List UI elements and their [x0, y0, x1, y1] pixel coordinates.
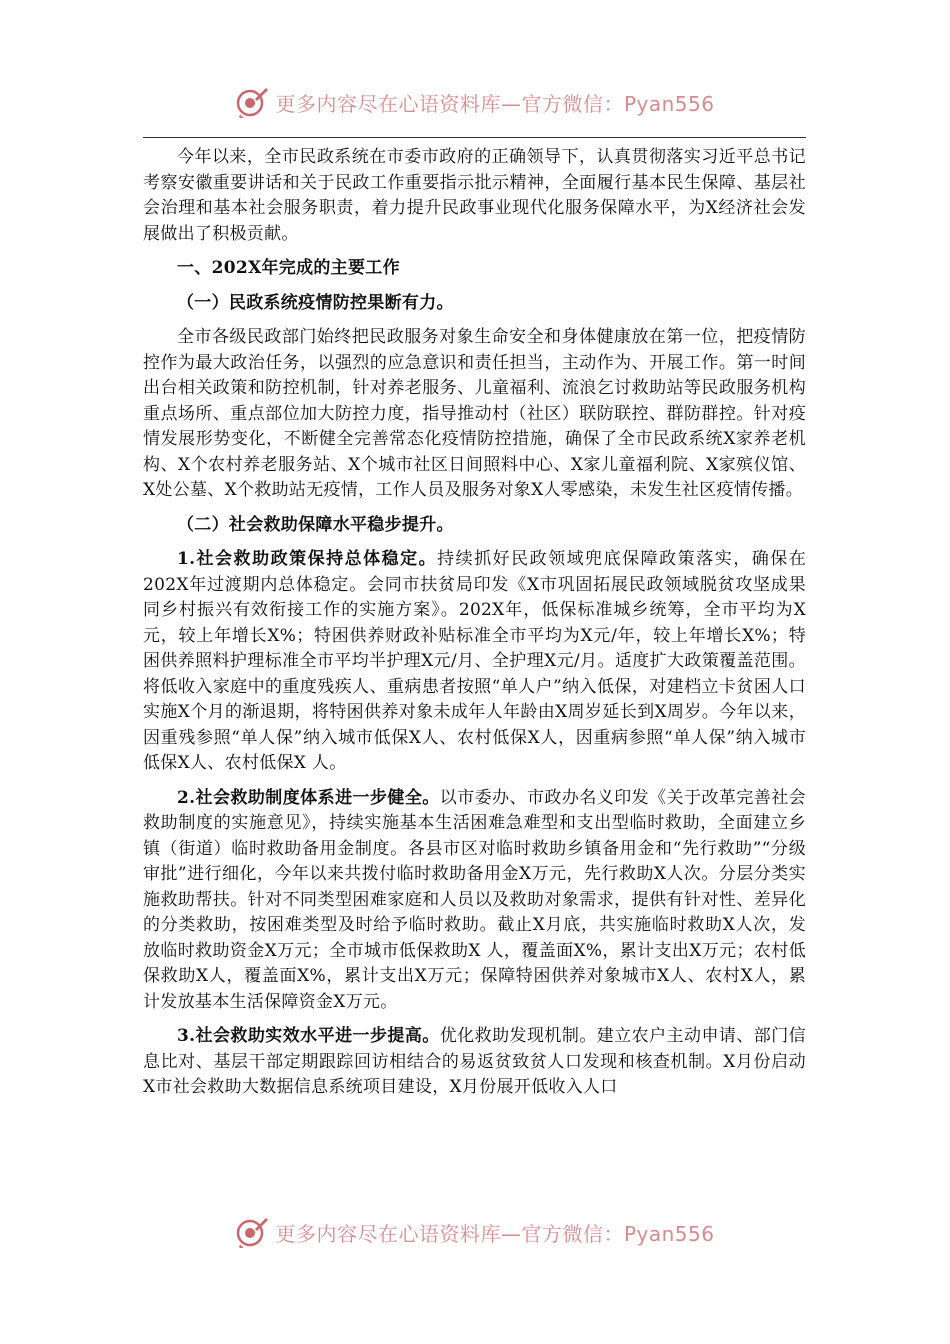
section-1-paragraph: 全市各级民政部门始终把民政服务对象生命安全和身体健康放在第一位，把疫情防控作为最大政治任务，以强烈的应急意识和责任担当，主动作为、开展工作。第一时间出台相关政策和防控机制，针对养老服务、儿童福利、流浪乞讨救助站等民政服务机构重点场所、重点部位加大防控力度，指导推动村（社区）联防联控、群防群控。针对疫情发展形势变化，不断健全完善常态化疫情防控措施，确保了全市民政系统X家养老机构、X个农村养老服务站、X个城市社区日间照料中心、X家儿童福利院、X家殡仪馆、X处公墓、X个救助站无疫情，工作人员及服务对象X人零感染，未发生社区疫情传播。 [143, 327, 806, 500]
heading-main-work: 一、202X年完成的主要工作 [177, 258, 400, 278]
item-1-lead: 1.社会救助政策保持总体稳定。 [177, 549, 438, 569]
document-body [143, 145, 806, 1101]
watermark-banner-bottom [0, 1207, 950, 1257]
section-2-item-3 [143, 1024, 806, 1101]
watermark-banner-top [0, 77, 950, 127]
item-1-body: 持续抓好民政领域兜底保障政策落实，确保在202X年过渡期内总体稳定。会同市扶贫局印发《X市巩固拓展民政领域脱贫攻坚成果同乡村振兴有效衔接工作的实施方案》。202X年，低保标准城乡统筹，全市平均为X元，较上年增长X%；特困供养财政补贴标准全市平均为X元/年，较上年增长X%；特困供养照料护理标准全市平均半护理X元/月、全护理X元/月。适度扩大政策覆盖范围。将低收入家庭中的重度残疾人、重病患者按照“单人户”纳入低保，对建档立卡贫困人口实施X个月的渐退期，将特困供养对象未成年人年龄由X周岁延长到X周岁。今年以来，因重残参照“单人保”纳入城市低保X人、农村低保X人，因重病参照“单人保”纳入城市低保X人、农村低保X 人。 [143, 549, 807, 773]
item-3-lead: 3.社会救助实效水平进一步提高。 [177, 1026, 440, 1046]
pen-logo-icon [235, 85, 269, 119]
intro-paragraph: 今年以来，全市民政系统在市委市政府的正确领导下，认真贯彻落实习近平总书记考察安徽重要讲话和关于民政工作重要指示批示精神，全面履行基本民生保障、基层社会治理和基本社会服务职责，着力提升民政事业现代化服务保障水平，为X经济社会发展做出了积极贡献。 [143, 147, 806, 244]
section-2-item-1 [143, 547, 806, 777]
item-3-body: 优化救助发现机制。建立农户主动申请、部门信息比对、基层干部定期跟踪回访相结合的易返贫致贫人口发现和核查机制。X月份启动X市社会救助大数据信息系统项目建设，X月份展开低收入人口 [143, 1026, 806, 1097]
heading-section-2: （二）社会救助保障水平稳步提升。 [177, 514, 454, 535]
pen-logo-icon [235, 1215, 269, 1249]
watermark-text: 更多内容尽在心语资料库—官方微信：Pyan556 [275, 1221, 715, 1246]
heading-section-1: （一）民政系统疫情防控果断有力。 [177, 292, 454, 313]
watermark-text: 更多内容尽在心语资料库—官方微信：Pyan556 [275, 91, 715, 116]
item-2-body: 以市委办、市政办名义印发《关于改革完善社会救助制度的实施意见》，持续实施基本生活困难急难型和支出型临时救助，全面建立乡镇（街道）临时救助备用金制度。各县市区对临时救助乡镇备用金和“先行救助”“分级审批”进行细化，今年以来共拨付临时救助备用金X万元，先行救助X人次。分层分类实施救助帮扶。针对不同类型困难家庭和人员以及救助对象需求，提供有针对性、差异化的分类救助，按困难类型及时给予临时救助。截止X月底，共实施临时救助X人次，发放临时救助资金X万元；全市城市低保救助X 人，覆盖面X%，累计支出X万元；农村低保救助X人，覆盖面X%，累计支出X万元；保障特困供养对象城市X人、农村X人，累计发放基本生活保障资金X万元。 [143, 787, 806, 1012]
section-2-item-2 [143, 786, 806, 1016]
item-2-lead: 2.社会救助制度体系进一步健全。 [177, 787, 440, 808]
header-rule [143, 137, 806, 138]
